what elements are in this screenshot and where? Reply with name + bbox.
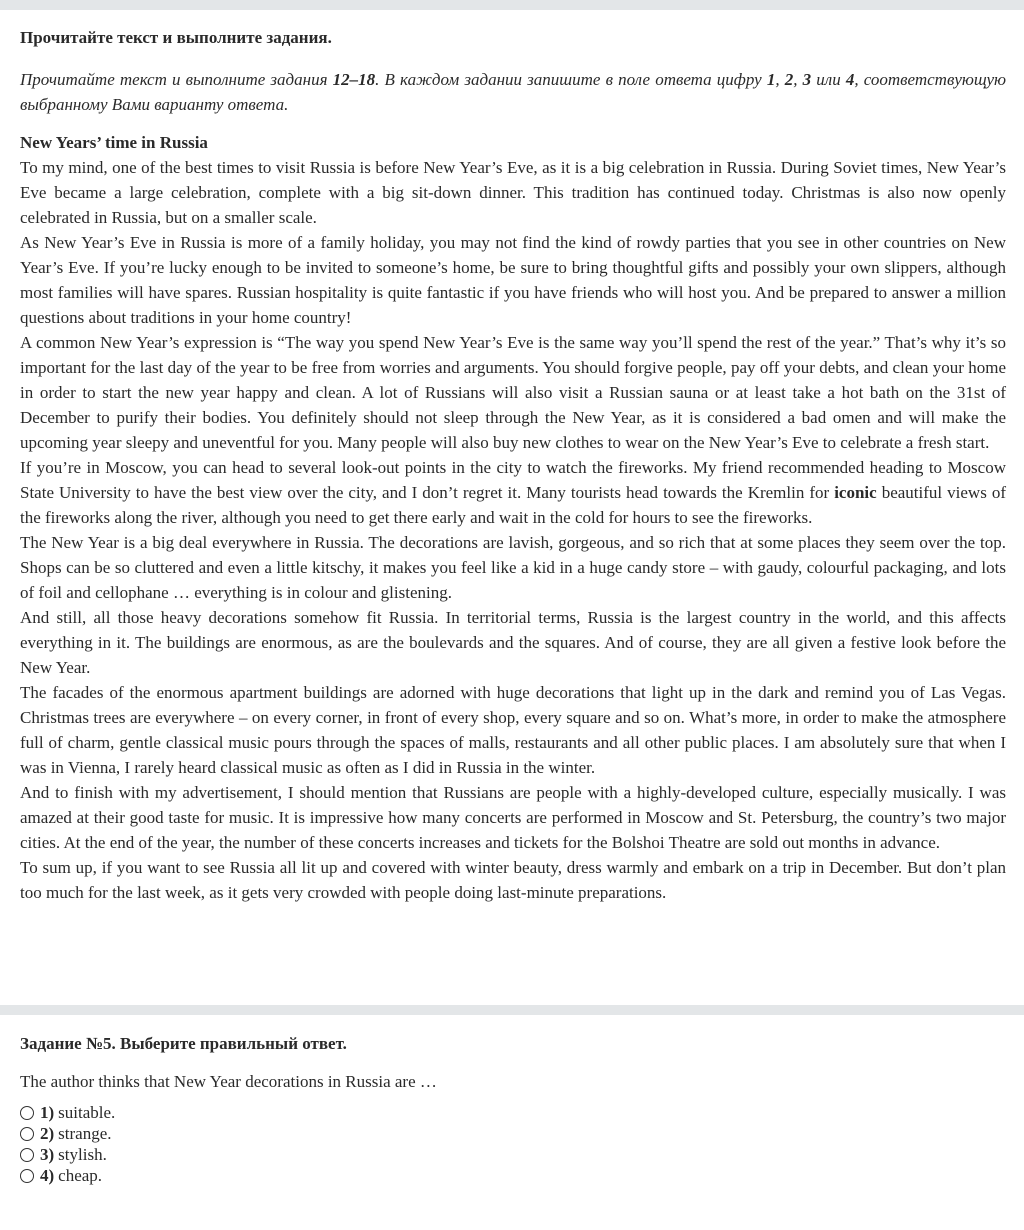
article-paragraph-text: beautiful views of the fireworks along the river, although you need to get there early and wait in the cold for hours to see the fireworks. <box>20 483 1006 527</box>
article-paragraph: The facades of the enormous apartment buildings are adorned with huge decorations that light up in the dark and remind you of Las Vegas. Christmas trees are everywhere – on every corner, in front of every shop, every square and so on. What’s more, in order to make the atmosphere full of charm, gentle classical music pours through the spaces of malls, restaurants and all other public places. I am absolutely sure that when I was in Vienna, I rarely heard classical music as often as I did in Russia in the winter. <box>20 683 1006 777</box>
option-number: 3) <box>40 1144 55 1164</box>
instruction-task-range: 12–18 <box>332 70 376 89</box>
instruction-digit-3: 3 <box>802 70 812 89</box>
section-heading: Прочитайте текст и выполните задания. <box>20 28 332 47</box>
option-label: stylish. <box>58 1144 107 1164</box>
answer-option-3[interactable] <box>20 1144 1006 1165</box>
option-number: 2) <box>40 1123 55 1143</box>
answer-options <box>20 1102 1006 1186</box>
radio-button-2[interactable] <box>20 1127 34 1141</box>
instruction-digit-4: 4 <box>845 70 855 89</box>
task-title: Задание №5. Выберите правильный ответ. <box>20 1034 347 1053</box>
instruction-digit-2: 2 <box>784 70 794 89</box>
instruction-text-1: Прочитайте текст и выполните задания <box>20 70 333 89</box>
middle-divider-band <box>0 1005 1024 1015</box>
article-paragraph: And still, all those heavy decorations somehow fit Russia. In territorial terms, Russia is the largest country in the world, and this affects everything in it. The buildings are enormous, as are the boulevards and the squares. And of course, they are all given a festive look before the New Year. <box>20 608 1006 677</box>
instruction-digit-1: 1 <box>766 70 776 89</box>
reading-section <box>0 10 1024 1005</box>
instruction-text-2: . В каждом задании запишите в поле ответа цифру <box>375 70 767 89</box>
instruction-sep-3: или <box>811 70 846 89</box>
article-paragraph-text: If you’re in Moscow, you can head to several look-out points in the city to watch the fireworks. My friend recommended heading to Moscow State University to have the best view over the city, and I don’t regret it. Many tourists head towards the Kremlin for <box>20 458 1006 502</box>
instruction-text-3: , соответствующую выбранному Вами варианту ответа. <box>20 70 1007 114</box>
question-text: The author thinks that New Year decorations in Russia are … <box>20 1072 437 1091</box>
answer-option-4[interactable] <box>20 1165 1006 1186</box>
task-section <box>0 1015 1024 1186</box>
task-instruction <box>20 67 1006 117</box>
option-number: 4) <box>40 1165 55 1185</box>
option-label: suitable. <box>58 1102 116 1122</box>
answer-option-1[interactable] <box>20 1102 1006 1123</box>
article-paragraph: To sum up, if you want to see Russia all lit up and covered with winter beauty, dress warmly and embark on a trip in December. But don’t plan too much for the last week, as it gets very crowded with people doing last-minute preparations. <box>20 858 1006 902</box>
instruction-sep-1: , <box>775 70 785 89</box>
article-paragraph: A common New Year’s expression is “The way you spend New Year’s Eve is the same way you’ll spend the rest of the year.” That’s why it’s so important for the last day of the year to be free from worries and arguments. You should forgive people, pay off your debts, and clean your home in order to start the new year happy and clean. A lot of Russians will also visit a Russian sauna or at least take a hot bath on the 31st of December to purify their bodies. You definitely should not sleep through the New Year, as it is considered a bad omen and will make the upcoming year sleepy and uneventful for you. Many people will also buy new clothes to wear on the New Year’s Eve to celebrate a fresh start. <box>20 333 1006 452</box>
radio-button-4[interactable] <box>20 1169 34 1183</box>
radio-button-1[interactable] <box>20 1106 34 1120</box>
article-paragraph: The New Year is a big deal everywhere in Russia. The decorations are lavish, gorgeous, and so rich that at some places they seem over the top. Shops can be so cluttered and even a little kitschy, it makes you feel like a kid in a huge candy store – with gaudy, colourful packaging, and lots of foil and cellophane … everything is in colour and glistening. <box>20 533 1006 602</box>
article-paragraph: To my mind, one of the best times to visit Russia is before New Year’s Eve, as it is a big celebration in Russia. During Soviet times, New Year’s Eve became a large celebration, complete with a big sit-down dinner. This tradition has continued today. Christmas is also now openly celebrated in Russia, but on a smaller scale. <box>20 158 1006 227</box>
radio-button-3[interactable] <box>20 1148 34 1162</box>
article-paragraph: As New Year’s Eve in Russia is more of a family holiday, you may not find the kind of rowdy parties that you see in other countries on New Year’s Eve. If you’re lucky enough to be invited to someone’s home, be sure to bring thoughtful gifts and possibly your own slippers, although most families will have spares. Russian hospitality is quite fantastic if you have friends who will host you. And be prepared to answer a million questions about traditions in your home country! <box>20 233 1006 327</box>
instruction-sep-2: , <box>793 70 803 89</box>
article-title: New Years’ time in Russia <box>20 133 208 152</box>
option-label: cheap. <box>58 1165 103 1185</box>
answer-option-2[interactable] <box>20 1123 1006 1144</box>
option-number: 1) <box>40 1102 55 1122</box>
top-divider-band <box>0 0 1024 10</box>
option-label: strange. <box>58 1123 112 1143</box>
article-paragraph <box>20 455 1006 530</box>
highlighted-word: iconic <box>834 483 877 502</box>
article-paragraph: And to finish with my advertisement, I should mention that Russians are people with a highly-developed culture, especially musically. I was amazed at their good taste for music. It is impressive how many concerts are performed in Moscow and St. Petersburg, the country’s two major cities. At the end of the year, the number of these concerts increases and tickets for the Bolshoi Theatre are sold out months in advance. <box>20 783 1006 852</box>
